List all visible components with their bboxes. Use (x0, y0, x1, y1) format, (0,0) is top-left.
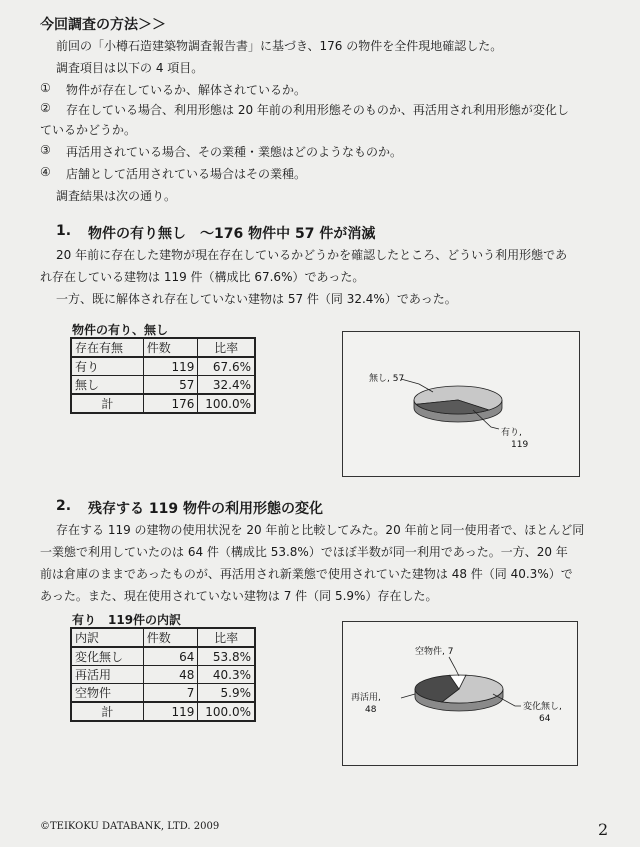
table-cell: 再活用 (71, 666, 143, 684)
pie-chart-2-frame (342, 621, 578, 766)
table-cell: 64 (143, 647, 198, 666)
table-cell: 67.6% (198, 357, 255, 376)
section-1-paragraph-line: 20 年前に存在した建物が現在存在しているかどうかを確認したところ、どういう利用形態であ (56, 248, 568, 262)
copyright-footer: ©TEIKOKU DATABANK, LTD. 2009 (40, 821, 220, 832)
section-1-paragraph-line: 一方、既に解体され存在していない建物は 57 件（同 32.4%）であった。 (56, 292, 457, 306)
table-header-row (71, 628, 255, 647)
item-number: ③ (40, 143, 51, 157)
page-title: 今回調査の方法＞＞ (40, 17, 166, 33)
section-1-number: 1. (56, 223, 72, 239)
table-cell: 53.8% (198, 647, 255, 666)
table-total-row (71, 394, 255, 413)
item-text-continued: ているかどうか。 (40, 123, 137, 137)
item-text: 店舗として活用されている場合はその業種。 (66, 167, 307, 181)
pie-leader-line (449, 657, 459, 676)
section-1-heading: 物件の有り無し ～176 物件中 57 件が消滅 (88, 226, 376, 242)
table-cell: 7 (143, 684, 198, 703)
pie-data-label: 再活用, 48 (351, 693, 381, 715)
pie-chart-2 (343, 622, 577, 765)
table-cell: 空物件 (71, 684, 143, 703)
table-header-cell: 件数 (143, 338, 198, 357)
table-cell: 計 (71, 394, 143, 413)
section-2-paragraph-line: 存在する 119 の建物の使用状況を 20 年前と比較してみた。20 年前と同一使用者で、ほとんど同 (56, 523, 585, 537)
usage-breakdown-table (70, 627, 256, 722)
section-2-paragraph-line: あった。また、現在使用されていない建物は 7 件（同 5.9%）存在した。 (40, 589, 438, 603)
table-cell: 変化無し (71, 647, 143, 666)
table-total-row (71, 702, 255, 721)
table-2-caption: 有り 119件の内訳 (72, 613, 182, 627)
table-header-cell: 件数 (143, 628, 198, 647)
intro-line-1: 前回の「小樽石造建築物調査報告書」に基づき、176 の物件を全件現地確認した。 (56, 39, 503, 53)
table-row (71, 376, 255, 395)
table-cell: 40.3% (198, 666, 255, 684)
table-cell: 119 (143, 702, 198, 721)
item-number: ① (40, 81, 51, 95)
table-row (71, 666, 255, 684)
pie-data-label: 空物件, 7 (415, 647, 454, 657)
table-cell: 57 (143, 376, 198, 395)
table-row (71, 357, 255, 376)
section-2-paragraph-line: 前は倉庫のままであったものが、再活用され新業態で使用されていた建物は 48 件（同 40.3%）で (40, 567, 573, 581)
table-header-cell: 存在有無 (71, 338, 143, 357)
table-cell: 176 (143, 394, 198, 413)
intro-line-2: 調査項目は以下の 4 項目。 (56, 61, 204, 75)
table-header-cell: 比率 (198, 628, 255, 647)
table-cell: 有り (71, 357, 143, 376)
item-text: 物件が存在しているか、解体されているか。 (66, 83, 307, 97)
pie-leader-line (401, 694, 415, 698)
table-cell: 100.0% (198, 702, 255, 721)
table-cell: 48 (143, 666, 198, 684)
item-text: 再活用されている場合、その業種・業態はどのようなものか。 (66, 145, 403, 159)
table-cell: 無し (71, 376, 143, 395)
table-header-cell: 内訳 (71, 628, 143, 647)
table-header-cell: 比率 (198, 338, 255, 357)
pie-chart-1-frame (342, 331, 580, 477)
table-row (71, 684, 255, 703)
item-number: ④ (40, 165, 51, 179)
table-cell: 計 (71, 702, 143, 721)
table-1-caption: 物件の有り、無し (72, 323, 169, 337)
table-cell: 119 (143, 357, 198, 376)
pie-data-label: 有り, 119 (501, 428, 529, 450)
intro-line-3: 調査結果は次の通り。 (56, 189, 177, 203)
section-2-heading: 残存する 119 物件の利用形態の変化 (88, 501, 323, 517)
table-cell: 5.9% (198, 684, 255, 703)
pie-chart-1 (343, 332, 579, 476)
table-cell: 100.0% (198, 394, 255, 413)
section-1-paragraph-line: れ存在している建物は 119 件（構成比 67.6%）であった。 (40, 270, 365, 284)
item-text: 存在している場合、利用形態は 20 年前の利用形態そのものか、再活用され利用形態が変化し (66, 103, 569, 117)
table-cell: 32.4% (198, 376, 255, 395)
table-row (71, 647, 255, 666)
existence-table (70, 337, 256, 414)
section-2-paragraph-line: 一業態で利用していたのは 64 件（構成比 53.8%）でほぼ半数が同一利用であった。一方、20 年 (40, 545, 568, 559)
page-number: 2 (598, 820, 609, 839)
section-2-number: 2. (56, 498, 72, 514)
item-number: ② (40, 101, 51, 115)
pie-data-label: 無し, 57 (369, 374, 405, 384)
table-header-row (71, 338, 255, 357)
pie-data-label: 変化無し, 64 (523, 702, 562, 724)
